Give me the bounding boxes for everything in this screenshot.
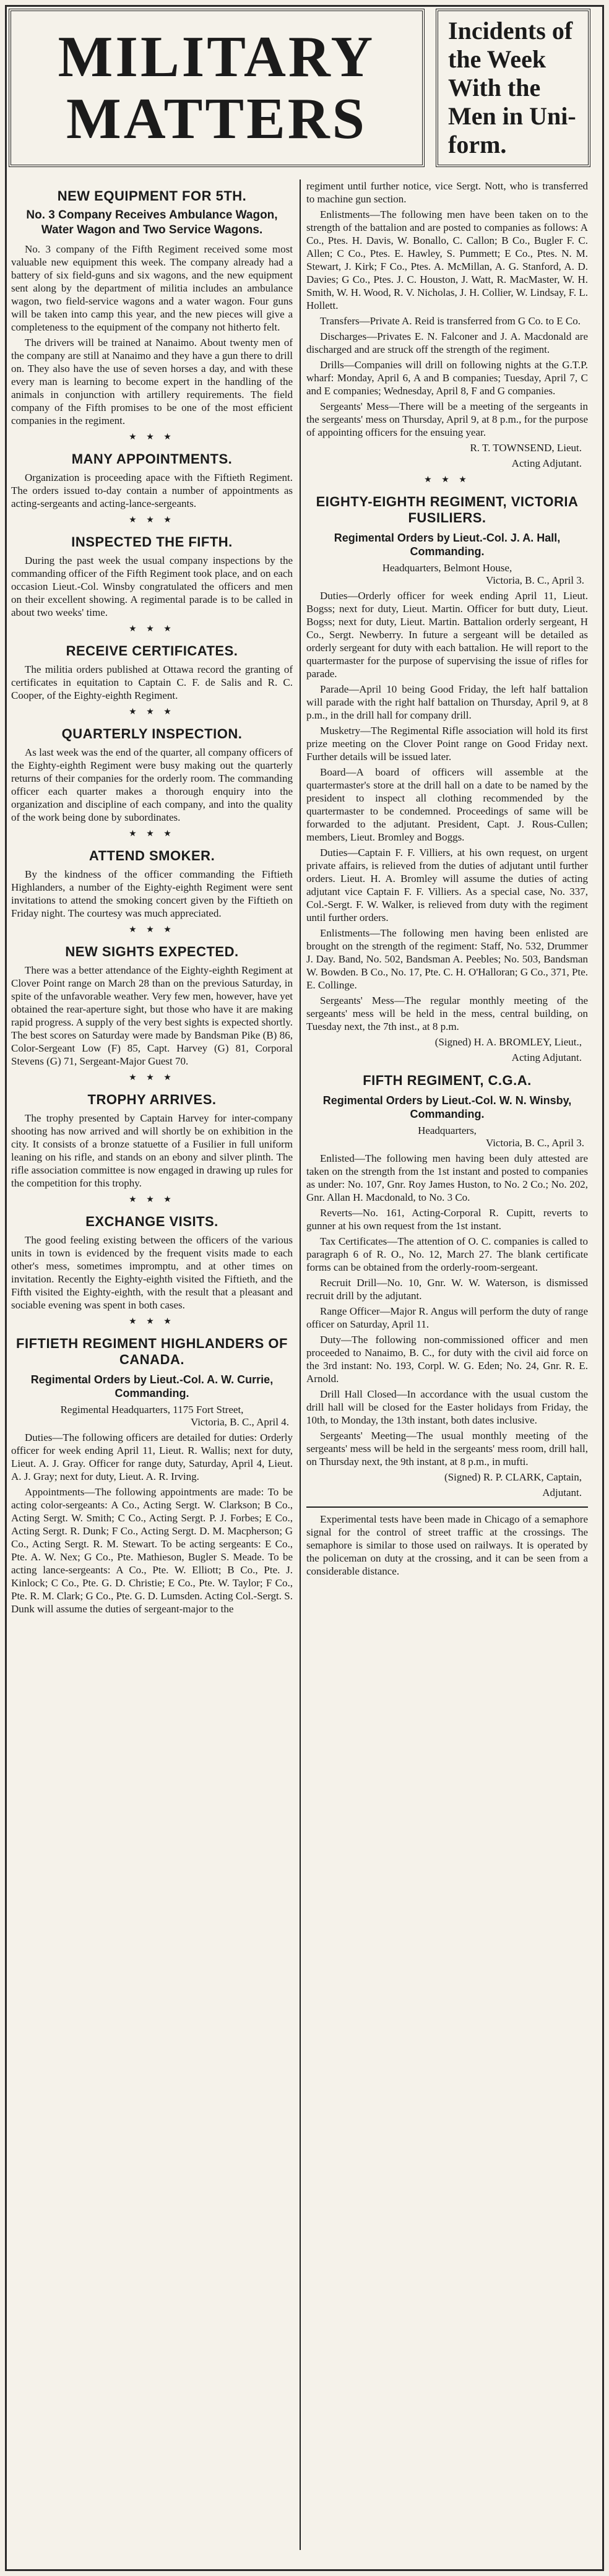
masthead-title-box [9,9,425,167]
article-paragraph: The good feeling existing between the officers of the various units in town is evidenced by the frequent visits made to each other's mess, sometimes impromptu, and at other times on invitation. Recently the Eighty-eighth visited the Fiftieth, and the Fifth visited the Eighty-eighth, with the result that a pleasant and sociable evening was spent in both cases. [11,1234,293,1311]
masthead-subtitle-line: the Week [448,45,546,73]
headquarters-line: Regimental Headquarters, 1175 Fort Street, [60,1404,244,1416]
star-divider: ★ ★ ★ [129,1195,175,1204]
article-paragraph: Tax Certificates—The attention of O. C. companies is called to paragraph 6 of R. O., No. 12, March 27. The blank certificate forms can be obtained from the orderly-room-sergeant. [306,1235,588,1273]
article-headline: MANY APPOINTMENTS. [71,451,233,467]
star-divider: ★ ★ ★ [129,829,175,839]
article-paragraph: Experimental tests have been made in Chicago of a semaphore signal for the control of street traffic at the crossings. The semaphore is similar to those used on railways. It is operated by the policeman on duty at the crossing, and it can be seen from a considerable distance. [306,1513,588,1577]
article-headline: FIFTIETH REGIMENT HIGHLANDERS OF CANADA. [16,1336,288,1367]
article-paragraph: Duties—Orderly officer for week ending April 11, Lieut. Bogss; next for duty, Lieut. Martin. Officer for butt duty, Lieut. Bogss; next for duty, Lieut. Martin. Battalion orderly sergeant, H Co., Sergt. Newberry. In future a sergeant will be detailed as orderly sergeant for duty with each battalion. He will report to the quartermaster for the purpose of supervising the issue of rifles for parade. [306,590,588,680]
article-paragraph: Drill Hall Closed—In accordance with the usual custom the drill hall will be closed for the Easter holidays from Friday, the 10th, to Monday, the 13th instant, both dates inclusive. [306,1388,588,1426]
article-new-equipment [11,188,293,443]
signature-line: (Signed) R. P. CLARK, Captain, [444,1471,582,1483]
article-paragraph: Reverts—No. 161, Acting-Corporal R. Cupitt, reverts to gunner at his own request from the 1st instant. [306,1207,588,1232]
masthead-subtitle-line: Incidents of [448,17,573,45]
star-divider: ★ ★ ★ [424,475,470,485]
article-headline: FIFTH REGIMENT, C.G.A. [363,1073,532,1088]
article-headline: ATTEND SMOKER. [89,848,215,863]
article-receive-certificates [11,643,293,717]
signature-title: Acting Adjutant. [511,457,582,469]
star-divider: ★ ★ ★ [129,516,175,525]
article-headline: NEW SIGHTS EXPECTED. [65,944,239,959]
article-paragraph: Duties—The following officers are detailed for duties: Orderly officer for week ending April 11, Lieut. R. Wallis; next for duty, Lieut. A. J. Gray. Officer for range duty, Saturday, April 4, Lieut. A. J. Gray; next for duty, Lieut. A. R. Irving. [11,1432,293,1482]
right-column [306,179,588,2556]
article-attend-smoker [11,848,293,935]
article-paragraph: Drills—Companies will drill on following nights at the G.T.P. wharf: Monday, April 6, A and B companies; Tuesday, April 7, C and E companies; Wednesday, April 8, F and G companies. [306,359,588,397]
article-paragraph: Range Officer—Major R. Angus will perform the duty of range officer on Saturday, April 11. [306,1305,588,1330]
article-paragraph: Enlistments—The following men having been enlisted are brought on the strength of the regiment: Staff, No. 532, Drummer J. Day. Band, No. 502, Bandsman A. Peebles; No. 503, Bandsman W. Bowden. B Co., No. 17, Pte. C. H. O'Halloran; G Co., 371, Pte. E. Collinge. [306,927,588,991]
article-paragraph: Sergeants' Mess—There will be a meeting of the sergeants in the sergeants' mess on Thursday, April 9, at 8 p.m., for the purpose of appointing officers for the ensuing year. [306,400,588,438]
headquarters-line: Headquarters, Belmont House, [382,562,512,574]
article-paragraph: Appointments—The following appointments are made: To be acting color-sergeants: A Co., Acting Sergt. W. Clarkson; B Co., Acting Sergt. W. Smith; C Co., Acting Sergt. P. J. Forbes; E Co., Acting Sergt. R. Dunk; F Co., Acting Sergt. D. M. Macpherson; G Co., Acting Sergt. R. M. Stewart. To be acting sergeants: E Co., Pte. A. W. Nex; G Co., Pte. Mathieson, Bugler S. Meade. To be acting lance-sergeants: A Co., Pte. W. Elliott; B Co., Pte. J. Kinlock; C Co., Pte. G. D. Christie; E Co., Pte. W. Taylor; F Co., Pte. R. M. Clark; G Co., Pte. G. D. Lumsden. Acting Col.-Sergt. S. Dunk will assume the duties of sergeant-major to the [11,1486,293,1615]
article-headline: QUARTERLY INSPECTION. [61,726,243,741]
article-paragraph: The trophy presented by Captain Harvey for inter-company shooting has now arrived and will shortly be on exhibition in the city. It consists of a bronze statuette of a Fusilier in full uniform leaning on his rifle, and stands on an ebony and silver plinth. The rifle association committee is now engaged in drawing up rules for the competition for this trophy. [11,1112,293,1189]
article-headline: EIGHTY-EIGHTH REGIMENT, VICTORIA FUSILIERS. [316,494,579,525]
signature-line: (Signed) H. A. BROMLEY, Lieut., [434,1036,582,1048]
regimental-orders-line: Regimental Orders by Lieut.-Col. J. A. Hall, Commanding. [334,532,561,558]
article-trophy-arrives [11,1092,293,1205]
article-headline: RECEIVE CERTIFICATES. [66,643,238,659]
masthead-subtitle-line: Men in Uni- [448,102,576,130]
article-many-appointments [11,451,293,525]
article-paragraph: Parade—April 10 being Good Friday, the left half battalion will parade with the right half battalion on Thursday, April 9, at 8 p.m., in the drill hall for company drill. [306,683,588,721]
masthead [9,9,590,167]
article-exchange-visits [11,1214,293,1327]
article-paragraph: Recruit Drill—No. 10, Gnr. W. W. Waterson, is dismissed recruit drill by the adjutant. [306,1277,588,1302]
article-paragraph: Duty—The following non-commissioned officer and men proceeded to Nanaimo, B. C., for duty with the civil aid force on the 3rd instant: No. 193, Corpl. W. G. Eden; No. 24, Gnr. R. E. Arnold. [306,1334,588,1385]
article-paragraph: The drivers will be trained at Nanaimo. About twenty men of the company are still at Nanaimo and they have a gun there to drill on. They also have the use of seven horses a day, and with these every man is learning to become expert in the handling of the animals in conjunction with artillery requirements. The field company of the Fifth promises to be one of the most efficient companies in the regiment. [11,337,293,426]
column-divider [300,179,301,2550]
article-paragraph: By the kindness of the officer commanding the Fiftieth Highlanders, a number of the Eighty-eighth Regiment were sent invitations to attend the smoking concert given by the Fiftieth on Friday night. The courtesy was much appreciated. [11,868,293,919]
article-paragraph: Board—A board of officers will assemble at the quartermaster's store at the drill hall on a date to be named by the president to inspect all clothing recommended by the quartermaster to be condemned. Proceedings of same will be forwarded to the adjutant. President, Capt. J. Rous-Cullen; members, Lieut. Bromley and Boggs. [306,766,588,843]
dateline: Victoria, B. C., April 3. [485,1137,584,1149]
article-paragraph: As last week was the end of the quarter, all company officers of the Eighty-eighth Regiment were busy making out the quarterly returns of their companies for the orderly room. The commanding officer each quarter makes a thorough enquiry into the organization and discipline of each company, and into the quality of the work being done by subordinates. [11,746,293,823]
article-paragraph: Sergeants' Meeting—The usual monthly meeting of the sergeants' mess will be held in the sergeants' mess room, drill hall, on Thursday next, the 9th instant, at 8 p.m., in mufti. [306,1430,588,1467]
article-paragraph: Enlisted—The following men having been duly attested are taken on the strength from the 1st instant and posted to companies as under: No. 107, Gnr. Roy James Huston, to No. 2 Co.; No. 202, Gnr. Allan H. Macdonald, to No. 3 Co. [306,1152,588,1203]
dateline: Victoria, B. C., April 4. [190,1416,289,1428]
article-paragraph: No. 3 company of the Fifth Regiment received some most valuable new equipment this week. The company already had a battery of six field-guns and six wagons, and the new equipment sent along by the department of militia includes an ambulance wagon, two field-service wagons and a water wagon. Four guns will be taken into camp this year, and the new pieces will give a completeness to the equipment of the company not hitherto felt. [11,243,293,333]
star-divider: ★ ★ ★ [129,1073,175,1083]
article-subheadline: No. 3 Company Receives Ambulance Wagon, Water Wagon and Two Service Wagons. [26,209,278,236]
masthead-subtitle-line: With the [448,74,541,102]
article-paragraph: Discharges—Privates E. N. Falconer and J. A. Macdonald are discharged and are struck off the strength of the regiment. [306,331,588,355]
masthead-title-line1: MILITARY [58,25,376,89]
masthead-subtitle-line: form. [448,131,507,158]
star-divider: ★ ★ ★ [129,1317,175,1326]
masthead-subtitle-box [436,9,590,167]
article-new-sights [11,944,293,1083]
star-divider: ★ ★ ★ [129,925,175,935]
dateline: Victoria, B. C., April 3. [485,574,584,586]
article-headline: TROPHY ARRIVES. [87,1092,217,1107]
article-paragraph: regiment until further notice, vice Sergt. Nott, who is transferred to machine gun section. [306,180,588,205]
article-semaphore-signal [306,1513,588,1578]
left-column [11,179,293,2556]
article-eighty-eighth-regiment [306,494,588,1064]
signature-line: R. T. TOWNSEND, Lieut. [470,442,582,454]
article-paragraph: Enlistments—The following men have been taken on to the strength of the battalion and are posted to companies as follows: A Co., Ptes. H. Davis, W. Bonallo, C. Callon; B Co., Bugler F. C. Allen; C Co., Ptes. E. Hawley, S. Pummett; E Co., Ptes. N. M. Stewart, J. Kirk; F Co., Ptes. A. McMillan, A. G. Stanford, A. D. Davies; G Co., Ptes. J. C. Houston, J. Watt, R. MacMaster, W. H. Smith, W. H. Wood, R. V. Nicholas, J. H. Collier, W. Lindsay, F. L. Hollett. [306,209,588,311]
article-paragraph: Duties—Captain F. F. Villiers, at his own request, on urgent private affairs, is relieved from the duties of adjutant until further orders. Lieut. H. A. Bromley will assume the duties of acting adjutant vice Captain F. F. Villiers. As a special case, No. 337, Col.-Sergt. F. W. Walker, is relieved from duty with the regiment until further orders. [306,847,588,923]
article-paragraph: The militia orders published at Ottawa record the granting of certificates in equitation to Captain C. F. de Salis and R. C. Cooper, of the Eighty-eighth Regiment. [11,663,293,701]
article-paragraph: Musketry—The Regimental Rifle association will hold its first prize meeting on the Clover Point range on Good Friday next. Further details will be issued later. [306,725,588,763]
article-paragraph: Organization is proceeding apace with the Fiftieth Regiment. The orders issued to-day contain a number of appointments as acting-sergeants and acting-lance-sergeants. [11,472,293,509]
article-paragraph: Transfers—Private A. Reid is transferred from G Co. to E Co. [320,315,581,327]
star-divider: ★ ★ ★ [129,707,175,717]
article-paragraph: There was a better attendance of the Eighty-eighth Regiment at Clover Point range on March 28 than on the previous Saturday, in spite of the unfavorable weather. Very few men, however, have yet obtained the rear-aperture sight, but those who have it are making rapid progress. A supply of the very best sights is expected shortly. The best scores on Saturday were made by Bandsman Pike (B) 86, Color-Sergeant Low (F) 85, Capt. Harvey (G) 81, Corporal Stevens (G) 71, Sergeant-Major Guest 70. [11,964,293,1067]
signature-title: Adjutant. [542,1487,582,1498]
article-quarterly-inspection [11,726,293,839]
article-paragraph: Sergeants' Mess—The regular monthly meeting of the sergeants' mess will be held in the mess, central building, on Tuesday next, the 7th inst., at 8 p.m. [306,995,588,1032]
regimental-orders-line: Regimental Orders by Lieut.-Col. A. W. Currie, Commanding. [30,1373,274,1399]
signature-title: Acting Adjutant. [511,1052,582,1063]
regimental-orders-line: Regimental Orders by Lieut.-Col. W. N. Winsby, Commanding. [322,1094,572,1120]
headquarters-line: Headquarters, [418,1125,477,1136]
article-headline: EXCHANGE VISITS. [85,1214,218,1229]
star-divider: ★ ★ ★ [129,625,175,634]
article-inspected-fifth [11,534,293,634]
article-fiftieth-regiment [11,1336,293,1615]
horizontal-rule [306,1506,588,1508]
article-headline: INSPECTED THE FIFTH. [71,534,233,550]
star-divider: ★ ★ ★ [129,433,175,442]
masthead-title-line2: MATTERS [66,87,367,151]
article-paragraph: During the past week the usual company inspections by the commanding officer of the Fifth Regiment took place, and on each occasion Lieut.-Col. Winsby congratulated the officers and men on their excellent showing. A regimental parade is to be called in about two weeks' time. [11,555,293,618]
article-fiftieth-continued [306,179,588,485]
article-headline: NEW EQUIPMENT FOR 5TH. [57,188,247,204]
article-fifth-regiment [306,1073,588,1508]
